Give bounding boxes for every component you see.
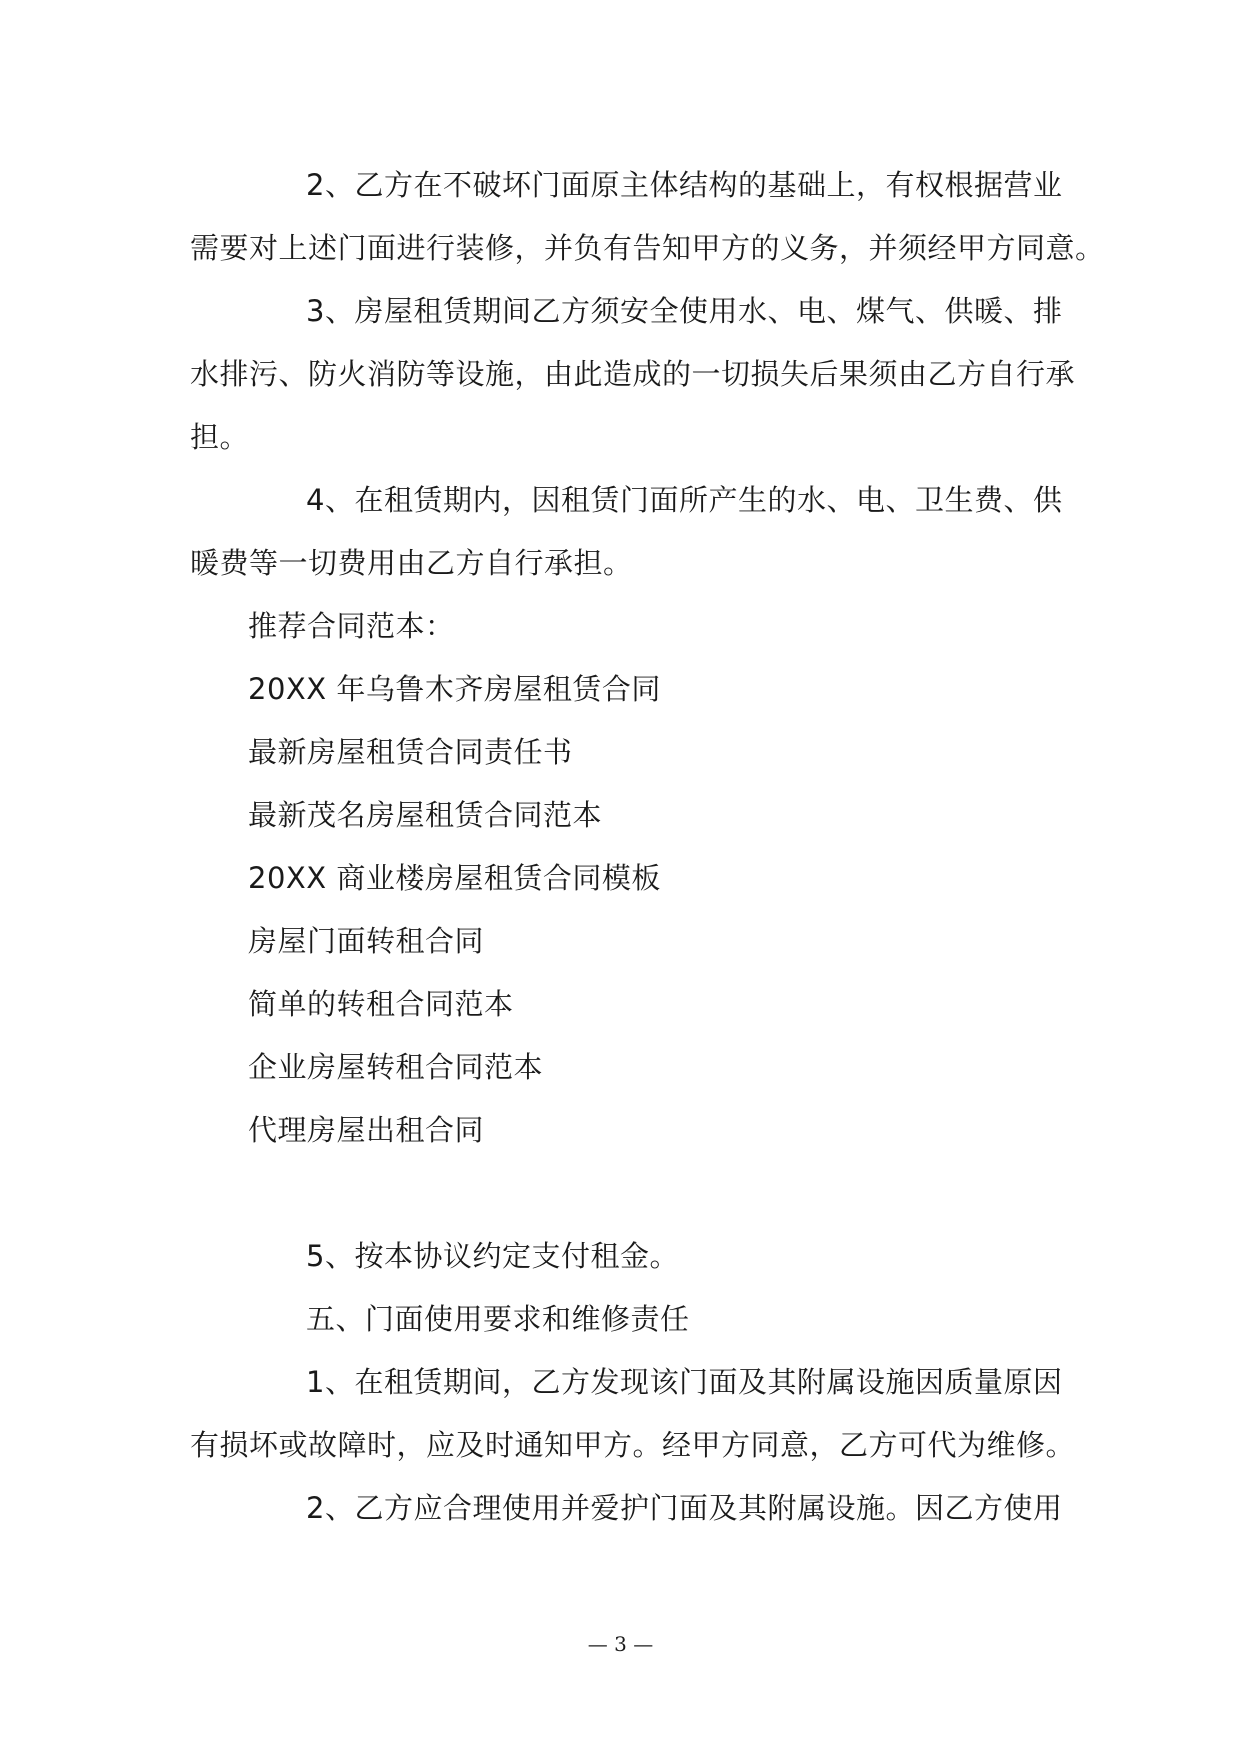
recommended-item: 20XX 商业楼房屋租赁合同模板 (248, 861, 661, 895)
recommended-heading: 推荐合同范本： (248, 609, 455, 643)
recommended-item: 企业房屋转租合同范本 (248, 1050, 544, 1084)
clause-3-line-3: 担。 (190, 420, 250, 454)
recommended-item: 代理房屋出租合同 (248, 1113, 485, 1147)
clause-5: 5、按本协议约定支付租金。 (306, 1239, 679, 1273)
recommended-item: 简单的转租合同范本 (248, 987, 514, 1021)
clause-3-line-2: 水排污、防火消防等设施，由此造成的一切损失后果须由乙方自行承 (190, 357, 1076, 391)
section-5-clause-2-line-1: 2、乙方应合理使用并爱护门面及其附属设施。因乙方使用 (306, 1491, 1063, 1525)
recommended-item: 20XX 年乌鲁木齐房屋租赁合同 (248, 672, 661, 706)
recommended-item: 最新房屋租赁合同责任书 (248, 735, 573, 769)
recommended-item: 最新茂名房屋租赁合同范本 (248, 798, 603, 832)
clause-2-line-2: 需要对上述门面进行装修，并负有告知甲方的义务，并须经甲方同意。 (190, 231, 1105, 265)
recommended-item: 房屋门面转租合同 (248, 924, 485, 958)
clause-3-line-1: 3、房屋租赁期间乙方须安全使用水、电、煤气、供暖、排 (306, 294, 1063, 328)
clause-2-line-1: 2、乙方在不破坏门面原主体结构的基础上，有权根据营业 (306, 168, 1063, 202)
section-5-clause-1-line-2: 有损坏或故障时，应及时通知甲方。经甲方同意，乙方可代为维修。 (190, 1428, 1076, 1462)
clause-4-line-1: 4、在租赁期内，因租赁门面所产生的水、电、卫生费、供 (306, 483, 1063, 517)
section-heading-5: 五、门面使用要求和维修责任 (306, 1302, 690, 1336)
section-5-clause-1-line-1: 1、在租赁期间，乙方发现该门面及其附属设施因质量原因 (306, 1365, 1063, 1399)
page-number: — 3 — (587, 1632, 654, 1656)
clause-4-line-2: 暖费等一切费用由乙方自行承担。 (190, 546, 633, 580)
